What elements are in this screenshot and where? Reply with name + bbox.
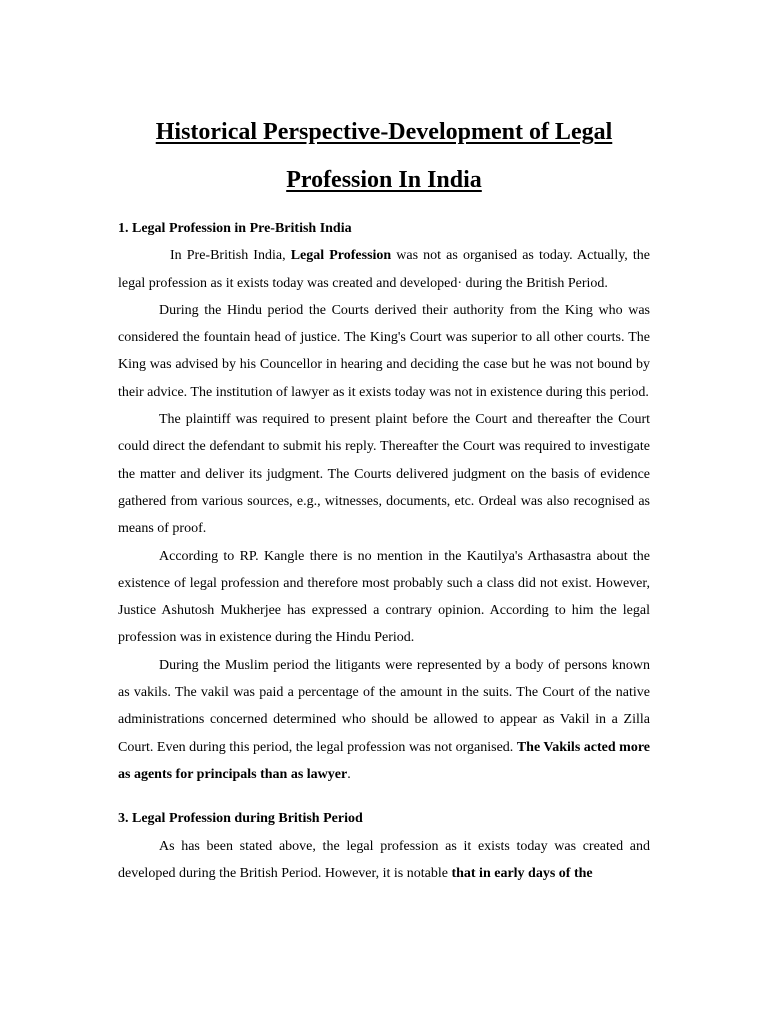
title-text-1: Historical Perspective-Development of Legal bbox=[155, 119, 613, 145]
text-run: During the Muslim period the litigants were represented by a body of persons known as vakils. The vakil was paid a percentage of the amount in the suits. The Court of the native administrations concerned determined who should be allowed to appear as Vakil in a Zilla Court. Even during this period, the legal profession was not organised. bbox=[118, 657, 650, 755]
section-1-paragraph-3: The plaintiff was required to present plaint before the Court and thereafter the Court could direct the defendant to submit his reply. Thereafter the Court was required to investigate the matter and deliver its judgment. The Courts delivered judgment on the basis of evidence gathered from various sources, e.g., witnesses, documents, etc. Ordeal was also recognised as means of proof. bbox=[118, 412, 650, 537]
title-text-2: Profession In India bbox=[286, 167, 482, 193]
bold-text-run: that in early days of the bbox=[451, 865, 593, 881]
text-run: was not as organised as today. Actually, the legal profession as it exists today was created and developed· during the British Period. bbox=[118, 248, 651, 291]
text-run: . bbox=[347, 766, 351, 782]
document-title-line-2 bbox=[118, 158, 650, 202]
section-1-paragraph-2: During the Hindu period the Courts derived their authority from the King who was considered the fountain head of justice. The King's Court was superior to all other courts. The King was advised by his Councellor in hearing and deciding the case but he was not bound by their advice. The institution of lawyer as it exists today was not in existence during this period. bbox=[118, 302, 650, 400]
text-run: As has been stated above, the legal profession as it exists today was created and developed during the British Period. However, it is notable bbox=[118, 838, 650, 881]
text-run: In Pre-British India, bbox=[170, 248, 291, 264]
section-1-heading: 1. Legal Profession in Pre-British India bbox=[118, 221, 352, 236]
bold-text-run: The Vakils acted more as agents for principals than as lawyer bbox=[118, 739, 651, 782]
bold-text-run: Legal Profession bbox=[290, 248, 392, 264]
document-title-line-1 bbox=[118, 110, 650, 154]
section-1-paragraph-4: According to RP. Kangle there is no mention in the Kautilya's Arthasastra about the existence of legal profession and therefore most probably such a class did not exist. However, Justice Ashutosh Mukherjee has expressed a contrary opinion. According to him the legal profession was in existence during the Hindu Period. bbox=[118, 548, 650, 646]
section-3-paragraph-1 bbox=[118, 833, 650, 888]
section-1-paragraph-5 bbox=[118, 652, 650, 788]
section-1-paragraph-1 bbox=[118, 242, 650, 297]
document-page bbox=[118, 110, 650, 887]
section-3-heading: 3. Legal Profession during British Period bbox=[118, 811, 363, 827]
